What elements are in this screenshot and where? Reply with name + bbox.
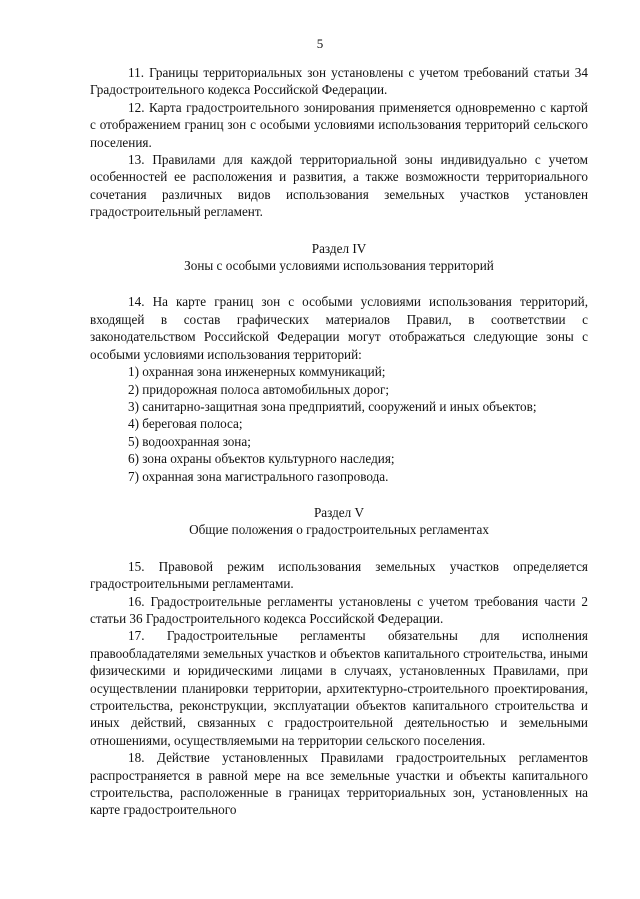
paragraph-18: 18. Действие установленных Правилами градостроительных регламентов распространяется в равной мере на все земельные участки и объекты капитального строительства, расположенные в границах территориальных зон, установленных на карте градостроительного xyxy=(90,750,588,818)
list-item: 2) придорожная полоса автомобильных дорог; xyxy=(128,381,390,397)
list-item: 7) охранная зона магистрального газопровода. xyxy=(128,468,389,484)
paragraph-13: 13. Правилами для каждой территориальной зоны индивидуально с учетом особенностей ее расположения и развития, а также возможности территориального сочетания различных видов использования земельных участков установлен градостроительный регламент. xyxy=(90,152,588,220)
paragraph-16: 16. Градостроительные регламенты установлены с учетом требования части 2 статьи 36 Градостроительного кодекса Российской Федерации. xyxy=(90,593,588,626)
zones-list xyxy=(90,363,588,485)
paragraph-14: 14. На карте границ зон с особыми условиями использования территорий, входящей в состав графических материалов Правил, в соответствии с законодательством Российской Федерации могут отображаться следующие зоны с особыми условиями использования территорий: xyxy=(90,294,588,362)
section-4-header xyxy=(90,240,588,275)
document-body xyxy=(90,64,588,819)
list-item: 1) охранная зона инженерных коммуникаций; xyxy=(128,364,386,380)
list-item: 4) береговая полоса; xyxy=(128,416,243,432)
list-item: 5) водоохранная зона; xyxy=(128,433,251,449)
paragraph-15: 15. Правовой режим использования земельных участков определяется градостроительными регламентами. xyxy=(90,558,588,592)
section-4-heading: Раздел IV xyxy=(311,240,367,256)
list-item: 3) санитарно-защитная зона предприятий, сооружений и иных объектов; xyxy=(128,398,537,414)
paragraph-11: 11. Границы территориальных зон установлены с учетом требований статьи 34 Градостроительного кодекса Российской Федерации. xyxy=(90,65,588,98)
section-4-title: Зоны с особыми условиями использования территорий xyxy=(184,258,494,274)
list-item: 6) зона охраны объектов культурного наследия; xyxy=(128,451,395,467)
page-number: 5 xyxy=(316,36,324,51)
paragraph-12: 12. Карта градостроительного зонирования применяется одновременно с картой с отображением границ зон с особыми условиями использования территорий сельского поселения. xyxy=(90,99,588,150)
section-5-title: Общие положения о градостроительных регламентах xyxy=(189,522,489,538)
paragraph-17: 17. Градостроительные регламенты обязательны для исполнения правообладателями земельных участков и объектов капитального строительства, иными физическими и юридическими лицами в случаях, установленных Правилами, при осуществлении планировки территории, архитектурно-строительного проектирования, строительства, реконструкции, эксплуатации объектов капитального строительства и иных действий, связанных с градостроительной деятельностью и земельными отношениями, осуществляемыми на территории сельского поселения. xyxy=(90,628,588,748)
section-5-heading: Раздел V xyxy=(313,504,365,520)
section-5-header xyxy=(90,504,588,539)
